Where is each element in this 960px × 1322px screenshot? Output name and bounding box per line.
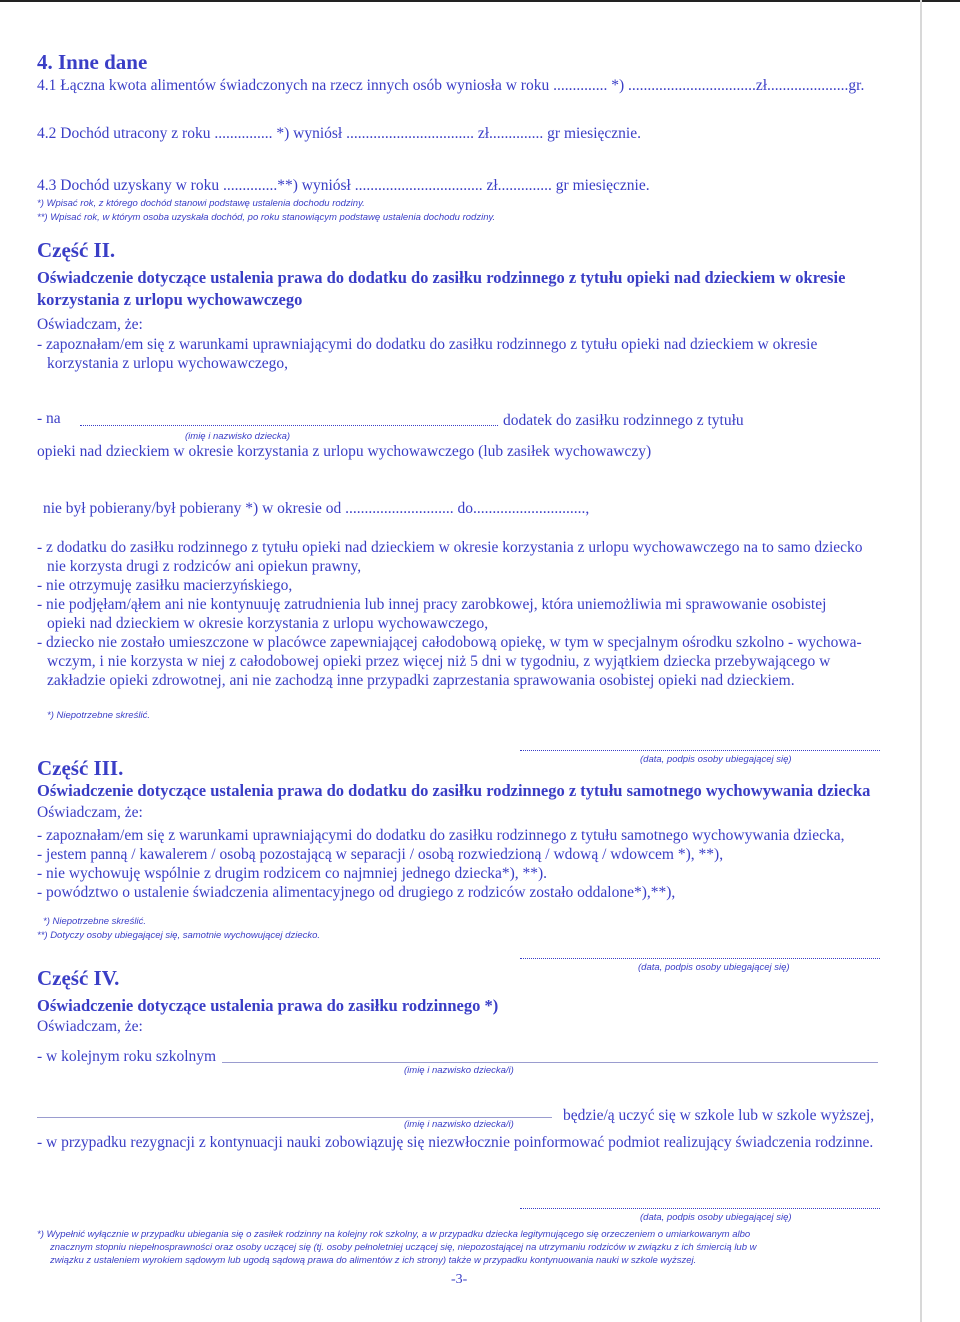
part3-line4: - powództwo o ustalenie świadczenia alimentacyjnego od drugiego z rodziców zostało oddalone*),**),: [37, 884, 676, 901]
part2-footnote: *) Niepotrzebne skreślić.: [47, 710, 150, 721]
part4-heading: Część IV.: [37, 966, 120, 990]
part2-p2-line2: opieki nad dzieckiem w okresie korzystania z urlopu wychowawczego (lub zasiłek wychowawczy): [37, 443, 652, 460]
part2-bullet3-line2: opieki nad dzieckiem w okresie korzystania z urlopu wychowawczego,: [47, 615, 489, 632]
section4-note2: **) Wpisać rok, w którym osoba uzyskała dochód, po roku stanowiącym podstawę ustalenia dochodu rodziny.: [37, 212, 496, 223]
part2-bullet4-line2: wczym, i nie korzysta w niej z całodobowej opieki przez więcej niż 5 dni w tygodniu, z wyjątkiem dziecka przebywającego w: [47, 653, 831, 670]
part2-period: nie był pobierany/był pobierany *) w okresie od ............................ do.............................,: [43, 500, 590, 517]
part4-declare: Oświadczam, że:: [37, 1018, 143, 1035]
part3-footnote1: *) Niepotrzebne skreślić.: [43, 916, 146, 927]
part4-footnote-line3: związku z ustaleniem wyrokiem sądowym lub ugodą sądową prawa do alimentów z ich strony) także w przypadku kontynuowania nauki w szkole wyższej.: [50, 1255, 697, 1266]
part2-signature-caption: (data, podpis osoby ubiegającej się): [640, 754, 792, 765]
part2-bullet2: - nie otrzymuję zasiłku macierzyńskiego,: [37, 577, 293, 594]
part4-footnote-line2: znacznym stopniu niepełnosprawności oraz osoby uczącej się (tj. osoby pełnoletniej uczącej się, niepozostającej na utrzymaniu rodziców w związku z ich śmiercią lub w: [50, 1242, 757, 1253]
part3-title: Oświadczenie dotyczące ustalenia prawa do dodatku do zasiłku rodzinnego z tytułu samotnego wychowywania dziecka: [37, 781, 871, 800]
page-number: -3-: [451, 1272, 468, 1287]
part2-title-line2: korzystania z urlopu wychowawczego: [37, 290, 303, 309]
scan-top-edge: [0, 0, 960, 2]
section4-note1: *) Wpisać rok, z którego dochód stanowi podstawę ustalenia dochodu rodziny.: [37, 198, 365, 209]
part4-caption1: (imię i nazwisko dziecka/i): [404, 1065, 514, 1076]
part2-na-suffix: dodatek do zasiłku rodzinnego z tytułu: [503, 412, 744, 429]
scan-right-edge: [920, 0, 922, 1322]
part4-line2-suffix: będzie/ą uczyć się w szkole lub w szkole wyższej,: [563, 1107, 875, 1124]
section4-title: 4. Inne dane: [37, 50, 148, 74]
part4-child-name-field2[interactable]: [37, 1117, 552, 1118]
part4-signature-field[interactable]: [520, 1208, 880, 1209]
part3-signature-caption: (data, podpis osoby ubiegającej się): [638, 962, 790, 973]
part2-bullet1-line2: nie korzysta drugi z rodziców ani opiekun prawny,: [47, 558, 362, 575]
section4-line2: 4.2 Dochód utracony z roku ............... *) wyniósł ................................. zł.............. gr miesięcznie.: [37, 125, 641, 142]
part2-p1-line2: korzystania z urlopu wychowawczego,: [47, 355, 289, 372]
part2-bullet4-line1: - dziecko nie zostało umieszczone w placówce zapewniającej całodobową opiekę, w tym w specjalnym ośrodku szkolno - wychowa-: [37, 634, 862, 651]
part4-line3: - w przypadku rezygnacji z kontynuacji nauki zobowiązuję się niezwłocznie poinformować podmiot realizujący świadczenia rodzinne.: [37, 1134, 874, 1151]
part2-bullet4-line3: zakładzie opieki zdrowotnej, ani nie zachodzą inne przypadki zaprzestania sprawowania osobistej opieki nad dzieckiem.: [47, 672, 795, 689]
part2-title-line1: Oświadczenie dotyczące ustalenia prawa do dodatku do zasiłku rodzinnego z tytułu opieki nad dzieckiem w okresie: [37, 268, 846, 287]
part2-signature-field[interactable]: [520, 750, 880, 751]
part2-p1-line1: - zapoznałam/em się z warunkami uprawniającymi do dodatku do zasiłku rodzinnego z tytułu opieki nad dzieckiem w okresie: [37, 336, 818, 353]
part2-heading: Część II.: [37, 238, 116, 262]
section4-line3: 4.3 Dochód uzyskany w roku ..............**) wyniósł ................................. zł.............. gr miesięcznie.: [37, 177, 650, 194]
part4-caption2: (imię i nazwisko dziecka/i): [404, 1119, 514, 1130]
part2-na-prefix: - na: [37, 410, 61, 427]
part3-declare: Oświadczam, że:: [37, 804, 143, 821]
part4-child-name-field1[interactable]: [222, 1062, 878, 1063]
part3-signature-field[interactable]: [520, 958, 880, 959]
section4-line1: 4.1 Łączna kwota alimentów świadczonych na rzecz innych osób wyniosła w roku .............. *) .................................zł.....................gr.: [37, 77, 865, 94]
part4-footnote-line1: *) Wypełnić wyłącznie w przypadku ubiegania się o zasiłek rodzinny na kolejny rok szkolny, a w przypadku dziecka legitymującego się orzeczeniem o umiarkowanym albo: [37, 1229, 751, 1240]
part3-line2: - jestem panną / kawalerem / osobą pozostającą w separacji / osobą rozwiedzioną / wdową / wdowcem *), **),: [37, 846, 724, 863]
part3-line3: - nie wychowuję wspólnie z drugim rodzicem co najmniej jednego dziecka*), **).: [37, 865, 548, 882]
part4-line1: - w kolejnym roku szkolnym: [37, 1048, 217, 1065]
part4-signature-caption: (data, podpis osoby ubiegającej się): [640, 1212, 792, 1223]
part3-line1: - zapoznałam/em się z warunkami uprawniającymi do dodatku do zasiłku rodzinnego z tytułu samotnego wychowywania dziecka,: [37, 827, 845, 844]
part3-heading: Część III.: [37, 756, 124, 780]
part2-declare: Oświadczam, że:: [37, 316, 143, 333]
child-name-field[interactable]: [80, 425, 498, 426]
child-name-caption: (imię i nazwisko dziecka): [185, 431, 291, 442]
part2-bullet3-line1: - nie podjęłam/ąłem ani nie kontynuuję zatrudnienia lub innej pracy zarobkowej, która uniemożliwia mi sprawowanie osobistej: [37, 596, 827, 613]
part3-footnote2: **) Dotyczy osoby ubiegającej się, samotnie wychowującej dziecko.: [37, 930, 321, 941]
part2-bullet1-line1: - z dodatku do zasiłku rodzinnego z tytułu opieki nad dzieckiem w okresie korzystania z urlopu wychowawczego na to samo dziecko: [37, 539, 863, 556]
part4-title: Oświadczenie dotyczące ustalenia prawa do zasiłku rodzinnego *): [37, 996, 499, 1015]
